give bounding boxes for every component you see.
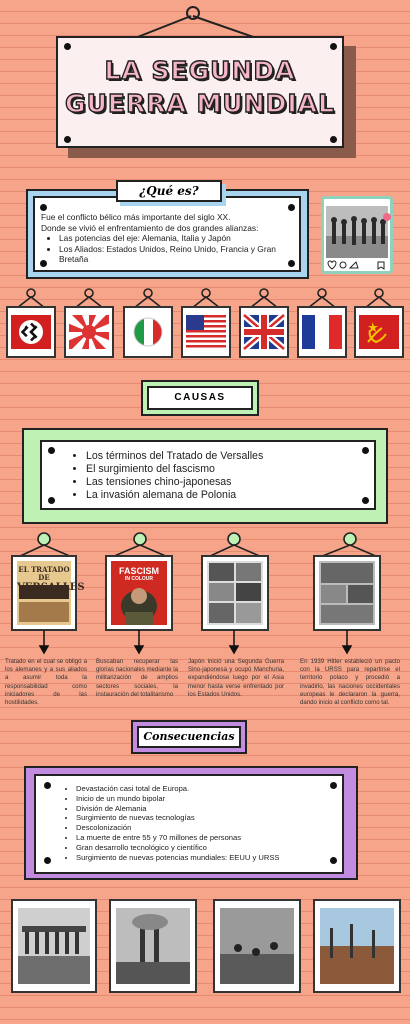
que-es-panel [33,196,301,272]
pin [48,497,55,504]
causa-item: • Las tensiones chino-japonesas [86,476,374,489]
flag-hanger-ring [85,289,93,297]
soldiers-marching-photo [326,206,388,258]
title-line-1: LA SEGUNDA [104,56,296,85]
consecuencia-item: • Gran desarrollo tecnológico y científico [76,843,342,853]
que-es-list [41,233,291,265]
causas-panel [40,440,376,510]
versalles-cover-line1: EL TRATADO DE [18,565,70,582]
france-flag-icon [298,307,346,357]
que-es-item: • Las potencias del eje: Alemania, Italia y Japón [59,233,291,244]
sino-japanese-war-photos [207,561,263,625]
causa-description-japon: Japón inició una Segunda Guerra Sino-japonesa y ocupó Manchuria, expandiéndose luego por el Asia menor hasta verse enfrentado por los Estados Unidos. [188,658,284,698]
flag-hanger-ring [260,289,268,297]
causa-item: • La invasión alemana de Polonia [86,489,374,502]
soviet-union-flag-icon [355,307,403,357]
pin [288,204,295,211]
flag-hanger-ring [375,289,383,297]
rising-sun-japan-flag-icon [59,302,119,362]
pin [330,857,337,864]
consecuencia-item: • Devastación casi total de Europa. [76,784,342,794]
nazi-germany-flag-icon [7,307,55,357]
pin [330,782,337,789]
industry-smokestacks-photo [116,908,190,984]
consecuencias-panel [34,774,344,874]
pin [64,43,71,50]
cause-images-row [0,530,410,660]
causa-description-polonia: En 1939 Hitler estableció un pacto con la URSS para repartirse el territorio polaco y procedió a invadirlo, las naciones occidentales europeas le declararon la guerra, dando inicio al conflicto como tal. [300,658,400,707]
flags-row [0,286,410,378]
italy-flag-icon [124,307,172,357]
pin [40,260,47,267]
pin [330,136,337,143]
consecuencia-item: • La muerte de entre 55 y 70 millones de personas [76,833,342,843]
share-icon [350,262,358,268]
que-es-intro-2: Donde se vivió el enfrentamiento de dos grandes alianzas: [41,222,259,233]
causa-item: • El surgimiento del fascismo [86,463,374,476]
consecuencias-list [62,784,342,862]
pin [362,497,369,504]
causa-item: • Los términos del Tratado de Versalles [86,450,374,463]
fascism-cover-line2: IN COLOUR [124,576,154,582]
pin [40,204,47,211]
causa-description-versalles: Tratado en el cual se obligó a los alemanes y a sus aliados a asumir toda la responsabilidad como iniciadores de las hostilidades. [5,658,87,707]
pin [44,857,51,864]
flag-hanger-ring [318,289,326,297]
invasion-of-poland-photos [319,561,375,625]
que-es-intro-1: Fue el conflicto bélico más importante del siglo XX. [41,212,231,222]
pin [330,43,337,50]
post-action-icons [326,260,388,270]
causas-label: CAUSAS [147,386,253,410]
soldiers-battle-photo [220,908,294,984]
flag-hanger-ring [144,289,152,297]
usa-stripe [186,345,226,348]
consecuencia-item: • Inicio de un mundo bipolar [76,794,342,804]
pin [44,782,51,789]
usa-stripe [186,340,226,343]
flag-hanger-ring [202,289,210,297]
pin [64,136,71,143]
consecuencias-label: Consecuencias [137,726,241,748]
destroyed-city-photo [320,908,394,984]
usa-stripe [186,330,226,333]
flag-hanger-ring [27,289,35,297]
consequence-photos-row [0,896,410,1000]
pin [288,260,295,267]
consecuencia-item: • Surgimiento de nuevas potencias mundiales: EEUU y URSS [76,853,342,863]
fascism-cover-line1: FASCISM [118,566,159,576]
versalles-cover-title [17,565,85,593]
versalles-cover-line2: VERSALLES [17,582,85,593]
heart-icon [328,261,336,269]
causa-description-fascismo: Buscaban recuperar las glorias nacionales mediante la militarización de amplios sectores sociales, la instauración del totalitarismo [96,658,178,698]
title-line-2: GUERRA MUNDIAL [65,89,335,118]
uk-flag-icon [240,307,288,357]
usa-stripe [186,335,226,338]
pin [362,447,369,454]
consecuencia-item: • Descolonización [76,823,342,833]
pin [48,447,55,454]
comment-icon [340,262,346,268]
bookmark-icon [378,262,384,269]
brandenburg-gate-ruins-photo [18,908,90,984]
consecuencia-item: • División de Alemania [76,804,342,814]
consecuencia-item: • Surgimiento de nuevas tecnologías [76,813,342,823]
que-es-label: ¿Qué es? [116,180,222,202]
title-box [56,36,344,148]
que-es-item: • Los Aliados: Estados Unidos, Reino Unido, Francia y Gran Bretaña [59,244,291,265]
fascism-cover-title [111,566,167,582]
like-badge-icon [383,213,391,221]
usa-flag-icon [182,307,230,357]
causas-list [72,450,374,502]
